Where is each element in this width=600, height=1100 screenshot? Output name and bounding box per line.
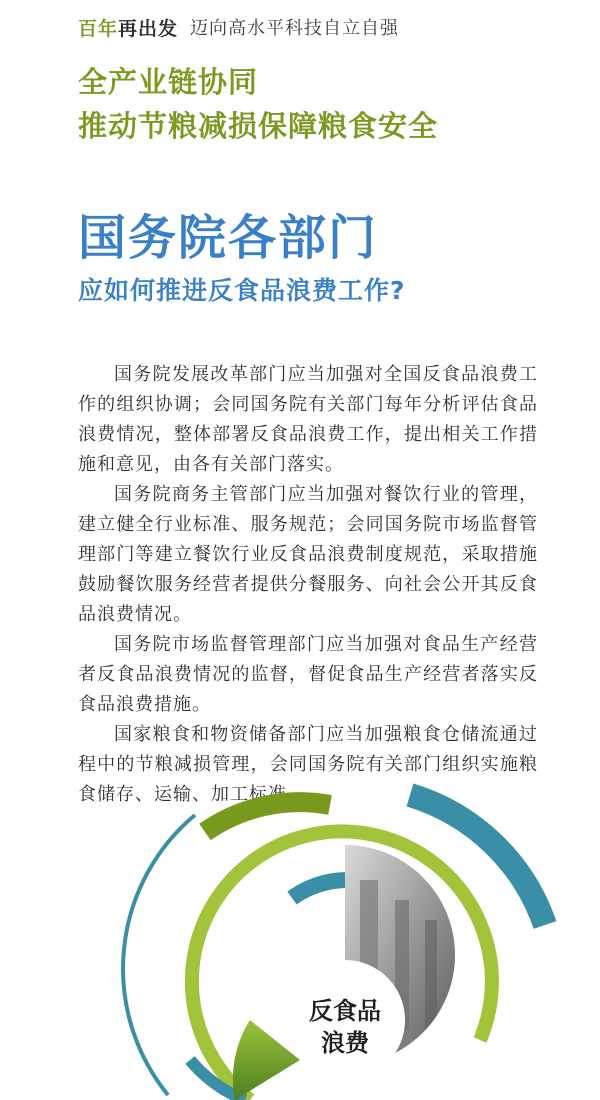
header-tagline: 迈向高水平科技自立自强 xyxy=(190,18,400,39)
badge-line2: 浪费 xyxy=(321,1029,369,1057)
paragraph-4: 国家粮食和物资储备部门应当加强粮食仓储流通过程中的节粮减损管理，会同国务院有关部门组织实施粮食储存、运输、加工标准。 xyxy=(78,724,538,805)
paragraph-3: 国务院市场监督管理部门应当加强对食品生产经营者反食品浪费情况的监督，督促食品生产经营者落实反食品浪费措施。 xyxy=(78,634,538,715)
center-badge xyxy=(245,995,445,1059)
main-title-line2: 推动节粮减损保障粮食安全 xyxy=(78,109,439,143)
section-title xyxy=(78,205,578,311)
paragraph-2: 国务院商务主管部门应当加强对餐饮行业的管理，建立健全行业标准、服务规范；会同国务院市场监督管理部门等建立餐饮行业反食品浪费制度规范，采取措施鼓励餐饮服务经营者提供分餐服务、向社会公开其反食品浪费情况。 xyxy=(78,484,538,625)
brand-part1: 百年 xyxy=(78,17,119,40)
main-title xyxy=(78,60,578,148)
main-title-line1: 全产业链协同 xyxy=(78,65,259,99)
brand-logo xyxy=(78,14,178,41)
section-title-line2: 应如何推进反食品浪费工作? xyxy=(78,276,406,305)
paragraph-1: 国务院发展改革部门应当加强对全国反食品浪费工作的组织协调；会同国务院有关部门每年分析评估食品浪费情况，整体部署反食品浪费工作，提出相关工作措施和意见，由各有关部门落实。 xyxy=(78,364,538,475)
badge-line1: 反食品 xyxy=(309,997,381,1025)
brand-part2: 再出发 xyxy=(118,17,179,40)
section-title-line1: 国务院各部门 xyxy=(78,210,379,266)
header-bar xyxy=(78,10,399,44)
outer-teal-arc-left xyxy=(123,815,195,1095)
article-body xyxy=(78,360,538,810)
